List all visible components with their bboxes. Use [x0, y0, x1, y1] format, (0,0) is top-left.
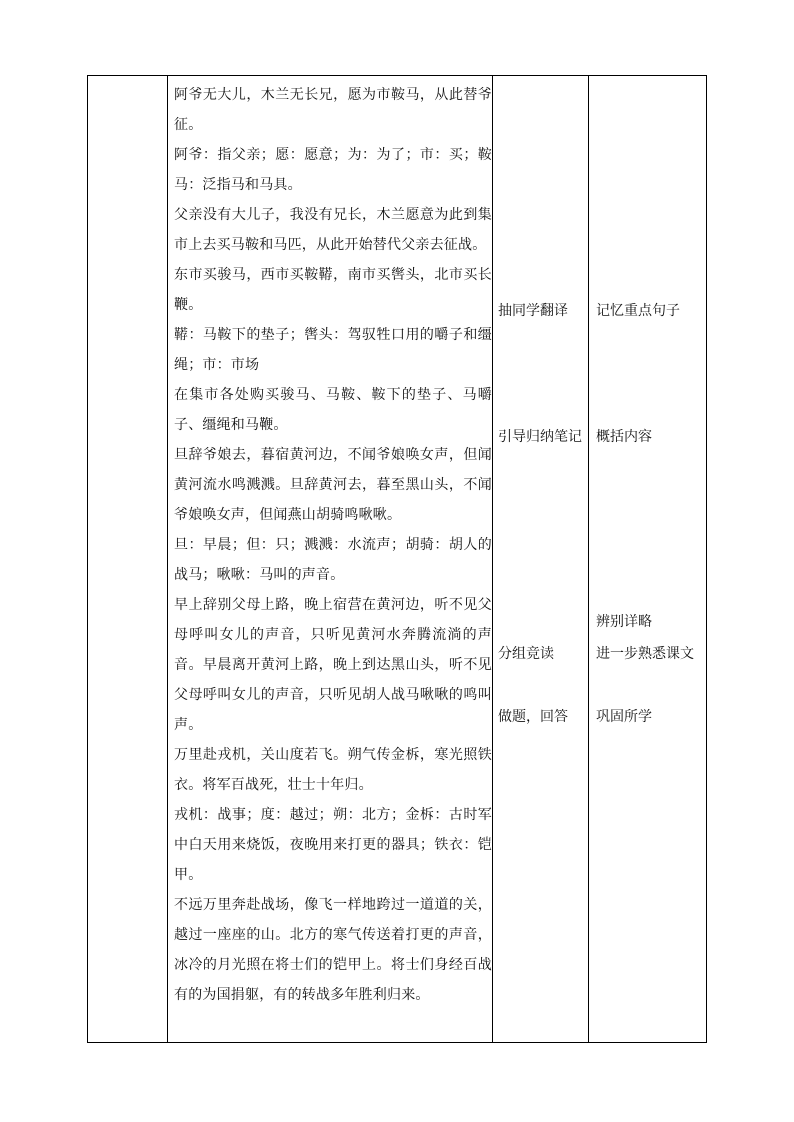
- text-paragraph: 父亲没有大儿子，我没有兄长，木兰愿意为此到集市上去买马鞍和马匹，从此开始替代父亲去征战。: [174, 207, 492, 253]
- text-paragraph: 鞯：马鞍下的垫子；辔头：驾驭牲口用的嚼子和缰绳；市：市场: [174, 327, 492, 373]
- text-paragraph: 戎机：战事；度：越过；朔：北方；金柝：古时军中白天用来烧饭，夜晚用来打更的器具；铁衣：铠甲。: [174, 807, 492, 883]
- text-paragraph: 阿爷无大儿，木兰无长兄，愿为市鞍马，从此替爷征。: [174, 87, 492, 133]
- text-paragraph: 万里赴戎机，关山度若飞。朔气传金柝，寒光照铁衣。将军百战死，壮士十年归。: [174, 747, 492, 793]
- text-paragraph: 东市买骏马，西市买鞍鞯，南市买辔头，北市买长鞭。: [174, 267, 492, 313]
- student-activity: 巩固所学: [596, 709, 652, 725]
- text-column: [174, 80, 492, 1010]
- teacher-activity: 抽同学翻译: [498, 303, 568, 319]
- text-paragraph: 旦辞爷娘去，暮宿黄河边，不闻爷娘唤女声，但闻黄河流水鸣溅溅。旦辞黄河去，暮至黑山头，不闻爷娘唤女声，但闻燕山胡骑鸣啾啾。: [174, 447, 492, 523]
- column-divider: [167, 76, 168, 1042]
- text-paragraph: 早上辞别父母上路，晚上宿营在黄河边，听不见父母呼叫女儿的声音，只听见黄河水奔腾流淌的声音。早晨离开黄河上路，晚上到达黑山头，听不见父母呼叫女儿的声音，只听见胡人战马啾啾的鸣叫声。: [174, 597, 492, 733]
- student-activity: 概括内容: [596, 429, 652, 445]
- text-paragraph: 在集市各处购买骏马、马鞍、鞍下的垫子、马嚼子、缰绳和马鞭。: [174, 387, 492, 433]
- lesson-table: [87, 75, 707, 1043]
- teacher-activity: 分组竞读: [498, 646, 554, 662]
- student-activity: 进一步熟悉课文: [596, 646, 694, 662]
- text-paragraph: 旦：早晨；但：只；溅溅：水流声；胡骑：胡人的战马；啾啾：马叫的声音。: [174, 537, 492, 583]
- column-divider: [492, 76, 493, 1042]
- student-activity: 记忆重点句子: [596, 303, 680, 319]
- student-activity: 辨别详略: [596, 614, 652, 630]
- teacher-activity: 引导归纳笔记: [498, 429, 582, 445]
- teacher-activity: 做题，回答: [498, 709, 568, 725]
- text-paragraph: 不远万里奔赴战场，像飞一样地跨过一道道的关，越过一座座的山。北方的寒气传送着打更的声音，冰冷的月光照在将士们的铠甲上。将士们身经百战有的为国捐躯，有的转战多年胜利归来。: [174, 897, 492, 1003]
- text-paragraph: 阿爷：指父亲；愿：愿意；为：为了；市：买；鞍马：泛指马和马具。: [174, 147, 492, 193]
- column-divider: [588, 76, 589, 1042]
